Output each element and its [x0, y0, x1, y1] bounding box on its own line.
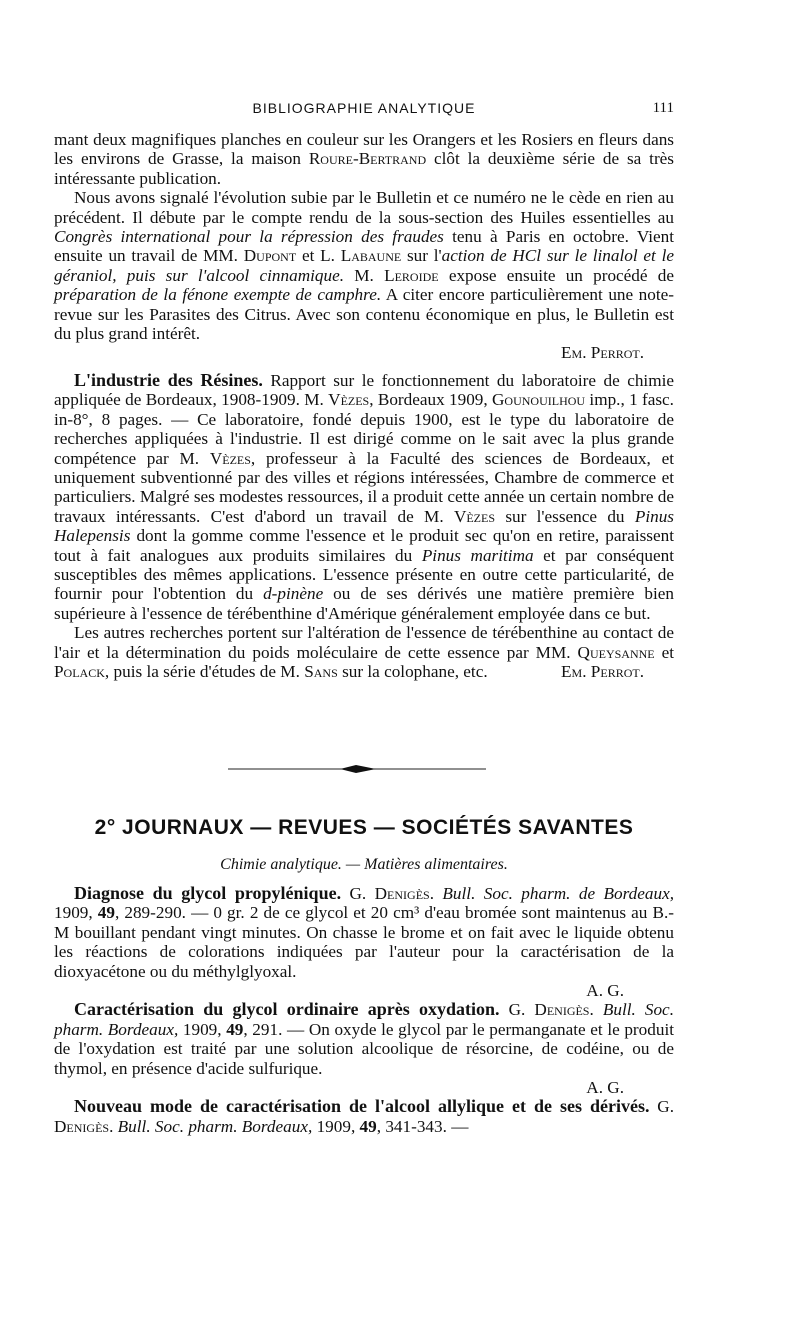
- entry-3: Nouveau mode de caractérisation de l'alcool allylique et de ses dérivés. G. Denigès. Bull. Soc. pharm. Bordeaux, 1909, 49, 341-343. —: [54, 1096, 675, 1136]
- ornamental-divider: [228, 762, 486, 776]
- section-title: 2° JOURNAUX — REVUES — SOCIÉTÉS SAVANTES: [94, 816, 634, 839]
- review2-signature: Em. Perrot.: [561, 661, 644, 681]
- review1-paragraph1: mant deux magnifiques planches en couleur sur les Orangers et les Rosiers en fleurs dans les environs de Grasse, la maison Roure-Bertrand clôt la deuxième série de sa très intéressante publication.: [54, 130, 674, 188]
- entries: [54, 884, 674, 1136]
- page-number: 111: [652, 100, 674, 116]
- upper-reviews: [54, 130, 674, 681]
- review1-paragraph2: Nous avons signalé l'évolution subie par le Bulletin et ce numéro ne le cède en rien au précédent. Il débute par le compte rendu de la sous-section des Huiles essentielles au Congrès international pour la répression des fraudes tenu à Paris en octobre. Vient ensuite un travail de MM. Dupont et L. Labaune sur l'action de HCl sur le linalol et le géraniol, puis sur l'alcool cinnamique. M. Leroide expose ensuite un procédé de préparation de la fénone exempte de camphre. A citer encore particulièrement une note-revue sur les Parasites des Citrus. Avec son contenu économique en plus, le Bulletin est du plus grand intérêt.: [54, 188, 674, 344]
- review2-title: L'industrie des Résines.: [74, 369, 263, 390]
- review1-signature: Em. Perrot.: [561, 343, 644, 363]
- entry-2: Caractérisation du glycol ordinaire après oxydation. G. Denigès. Bull. Soc. pharm. Bordeaux, 1909, 49, 291. — On oxyde le glycol par le permanganate et le produit de l'oxydation est traité par une solution alcoolique de résorcine, de codéine, ou de thymol, en présence d'acide sulfurique.: [54, 999, 674, 1078]
- subsection-title: Chimie analytique. — Matières alimentaires.: [220, 856, 508, 873]
- entry-1-signature: A. G.: [586, 981, 624, 1001]
- review2-paragraph2: Les autres recherches portent sur l'altération de l'essence de térébenthine au contact de l'air et la détermination du poids moléculaire de cette essence par MM. Queysanne et Polack, puis la série d'études de M. Sans sur la colophane, etc. Em. Perrot.: [54, 623, 674, 681]
- running-head: BIBLIOGRAPHIE ANALYTIQUE: [252, 100, 476, 116]
- entry-2-signature: A. G.: [586, 1078, 624, 1098]
- page-header: [54, 100, 674, 122]
- entry-1: Diagnose du glycol propylénique. G. Denigès. Bull. Soc. pharm. de Bordeaux, 1909, 49, 289-290. — 0 gr. 2 de ce glycol et 20 cm³ d'eau bromée sont maintenus au B.-M bouillant pendant vingt minutes. On chasse le brome et on fait avec le liquide obtenu les réactions de colorations indiquées par l'auteur pour la caractérisation de la dioxyacétone ou du méthylglyoxal.: [54, 883, 675, 981]
- review2-paragraph1: L'industrie des Résines. Rapport sur le fonctionnement du laboratoire de chimie appliquée de Bordeaux, 1908-1909. M. Vèzes, Bordeaux 1909, Gounouilhou imp., 1 fasc. in-8°, 8 pages. — Ce laboratoire, fondé depuis 1900, est le type du laboratoire de recherches appliquées à l'industrie. Il est dirigé comme on le sait avec la plus grande compétence par M. Vèzes, professeur à la Faculté des sciences de Bordeaux, et uniquement subventionné par des villes et régions intéressées, Chambre de commerce et particuliers. Malgré ses modestes ressources, il a produit cette année un certain nombre de travaux intéressants. C'est d'abord un travail de M. Vèzes sur l'essence du Pinus Halepensis dont la gomme comme l'essence et le produit sec qu'on en retire, paraissent tout à fait analogues aux produits similaires du Pinus maritima et par conséquent susceptibles des mêmes applications. L'essence présente en outre cette particularité, de fournir pour l'obtention du d-pinène ou de ses dérivés une matière première bien supérieure à l'essence de térébenthine d'Amérique généralement employée dans ce but.: [54, 369, 674, 623]
